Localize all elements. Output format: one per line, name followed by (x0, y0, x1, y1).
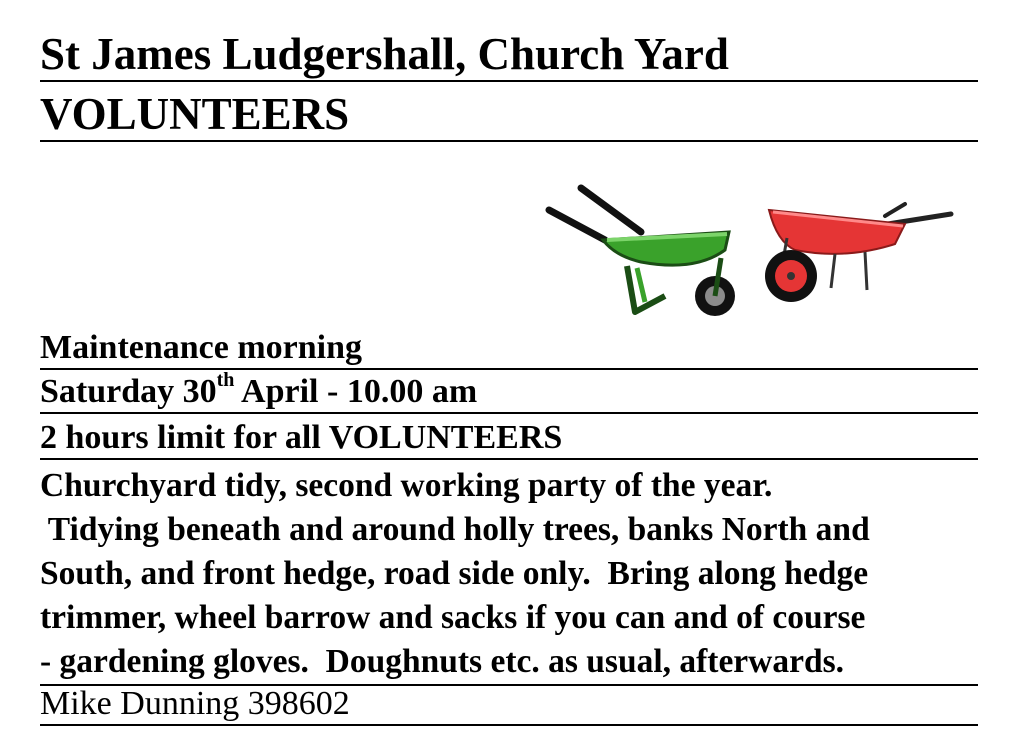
contact-line: Mike Dunning 398602 (40, 684, 978, 726)
event-description: Churchyard tidy, second working party of the year. Tidying beneath and around holly trees, banks North and South, and front hedge, road side only. Bring along hedge trimmer, wheel barrow and sacks if you can and of course - gardening gloves. Doughnuts etc. as usual, afterwards. (40, 464, 978, 686)
event-date-ordinal: th (216, 368, 235, 391)
event-limit: 2 hours limit for all VOLUNTEERS (40, 418, 978, 460)
event-title: Maintenance morning (40, 328, 978, 370)
page-subtitle: VOLUNTEERS (40, 88, 978, 142)
page-title: St James Ludgershall, Church Yard (40, 28, 978, 82)
wheelbarrow-green-icon (545, 182, 740, 322)
wheelbarrow-red-icon (755, 198, 955, 310)
event-date-day: Saturday 30 (40, 373, 217, 410)
event-date (40, 368, 978, 414)
notice-page (40, 0, 978, 744)
event-date-time: April - 10.00 am (234, 373, 478, 410)
